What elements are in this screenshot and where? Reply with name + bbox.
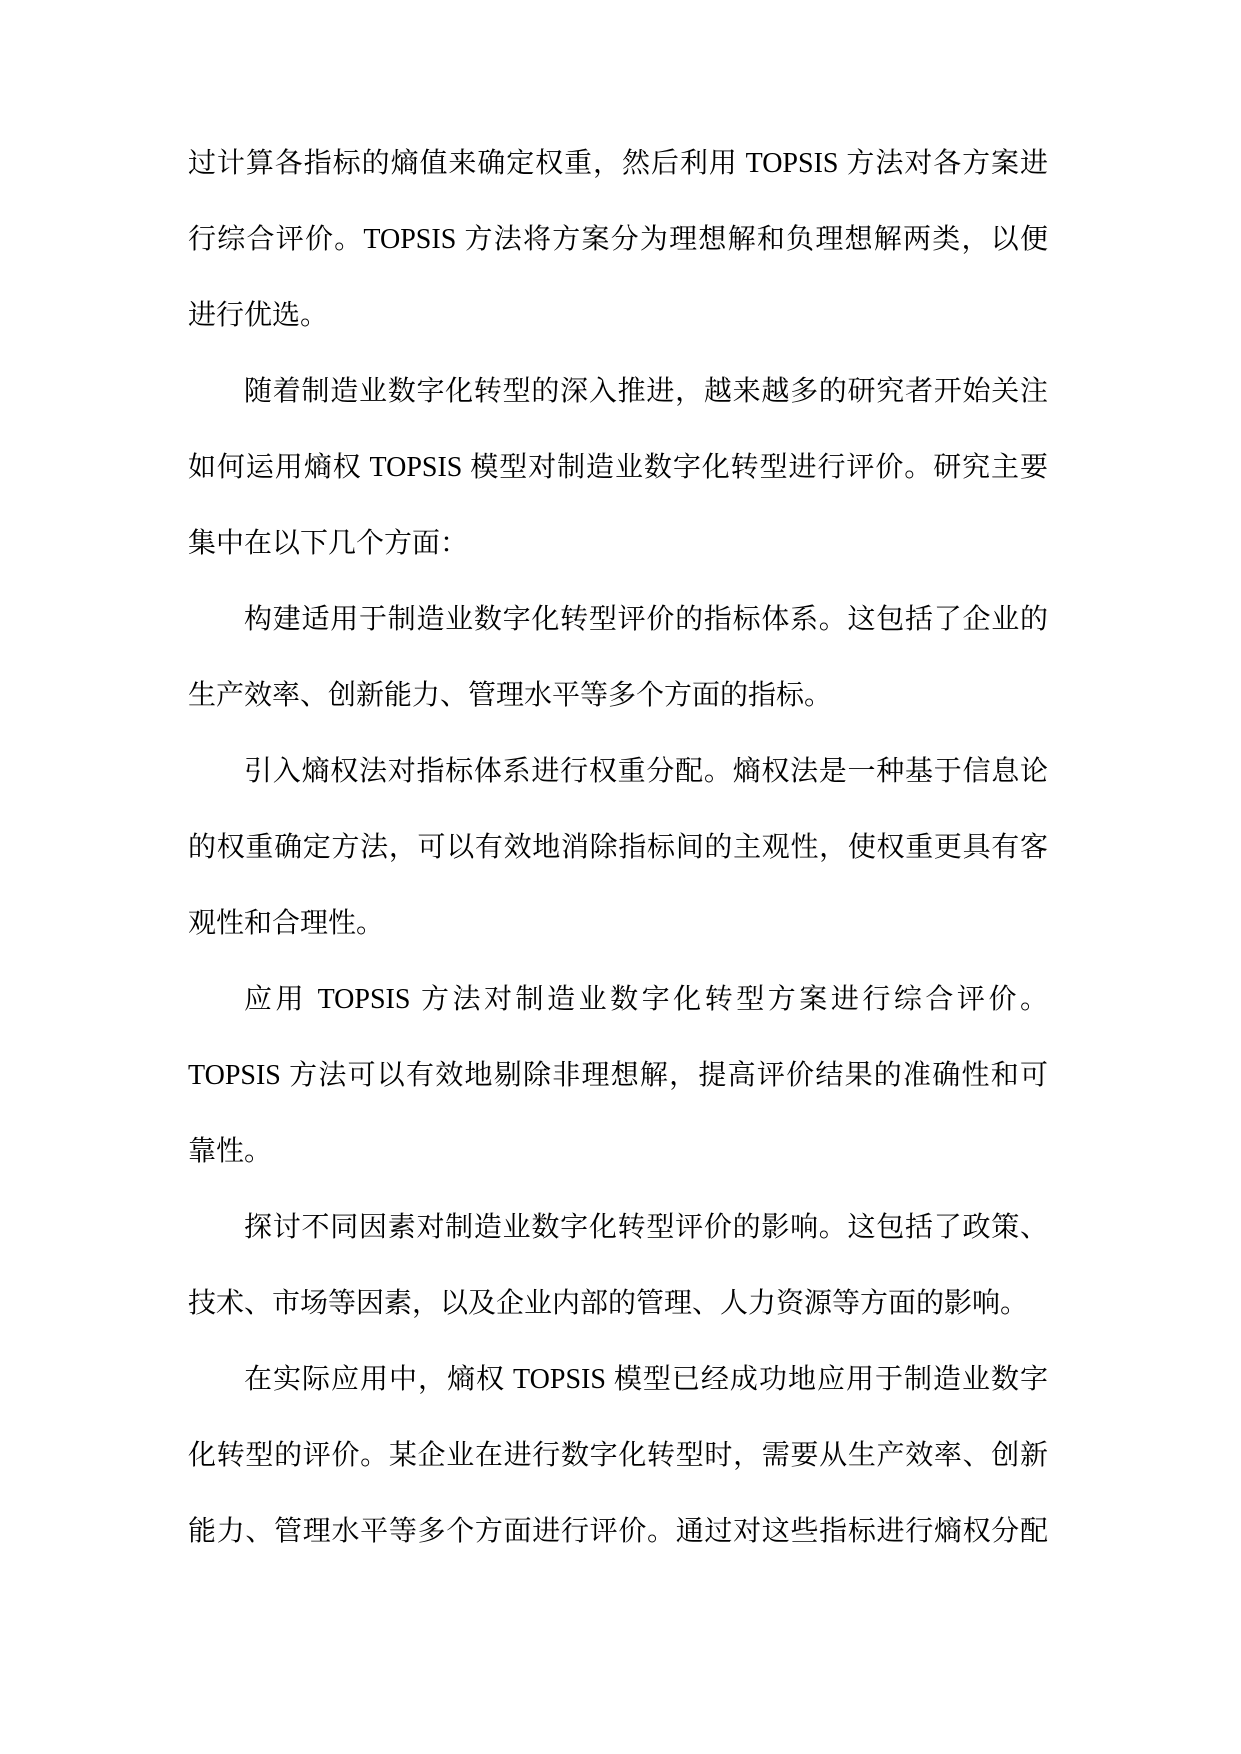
text-line-3: 进行优选。 (188, 300, 329, 331)
text-line-8: 生产效率、创新能力、管理水平等多个方面的指标。 (188, 680, 833, 711)
text-line-15: 探讨不同因素对制造业数字化转型评价的影响。这包括了政策、 (244, 1212, 1048, 1243)
text-line-6: 集中在以下几个方面： (188, 528, 469, 559)
text-line-1: 过计算各指标的熵值来确定权重，然后利用 TOPSIS 方法对各方案进 (188, 148, 1048, 179)
text-line-14: 靠性。 (188, 1136, 273, 1167)
text-line-18: 化转型的评价。某企业在进行数字化转型时，需要从生产效率、创新 (188, 1440, 1048, 1471)
text-line-10: 的权重确定方法，可以有效地消除指标间的主观性，使权重更具有客 (188, 832, 1048, 863)
text-line-12: 应用 TOPSIS 方法对制造业数字化转型方案进行综合评价。 (244, 984, 1048, 1015)
text-line-13: TOPSIS 方法可以有效地剔除非理想解，提高评价结果的准确性和可 (188, 1060, 1048, 1091)
text-line-4: 随着制造业数字化转型的深入推进，越来越多的研究者开始关注 (244, 376, 1048, 407)
text-line-19: 能力、管理水平等多个方面进行评价。通过对这些指标进行熵权分配 (188, 1516, 1048, 1547)
text-line-7: 构建适用于制造业数字化转型评价的指标体系。这包括了企业的 (244, 604, 1048, 635)
text-line-5: 如何运用熵权 TOPSIS 模型对制造业数字化转型进行评价。研究主要 (188, 452, 1048, 483)
text-line-11: 观性和合理性。 (188, 908, 385, 939)
text-line-9: 引入熵权法对指标体系进行权重分配。熵权法是一种基于信息论 (244, 756, 1048, 787)
text-line-17: 在实际应用中，熵权 TOPSIS 模型已经成功地应用于制造业数字 (244, 1364, 1048, 1395)
text-line-2: 行综合评价。TOPSIS 方法将方案分为理想解和负理想解两类，以便 (188, 224, 1048, 255)
text-line-16: 技术、市场等因素，以及企业内部的管理、人力资源等方面的影响。 (188, 1288, 1029, 1319)
document-body (188, 126, 1048, 1570)
